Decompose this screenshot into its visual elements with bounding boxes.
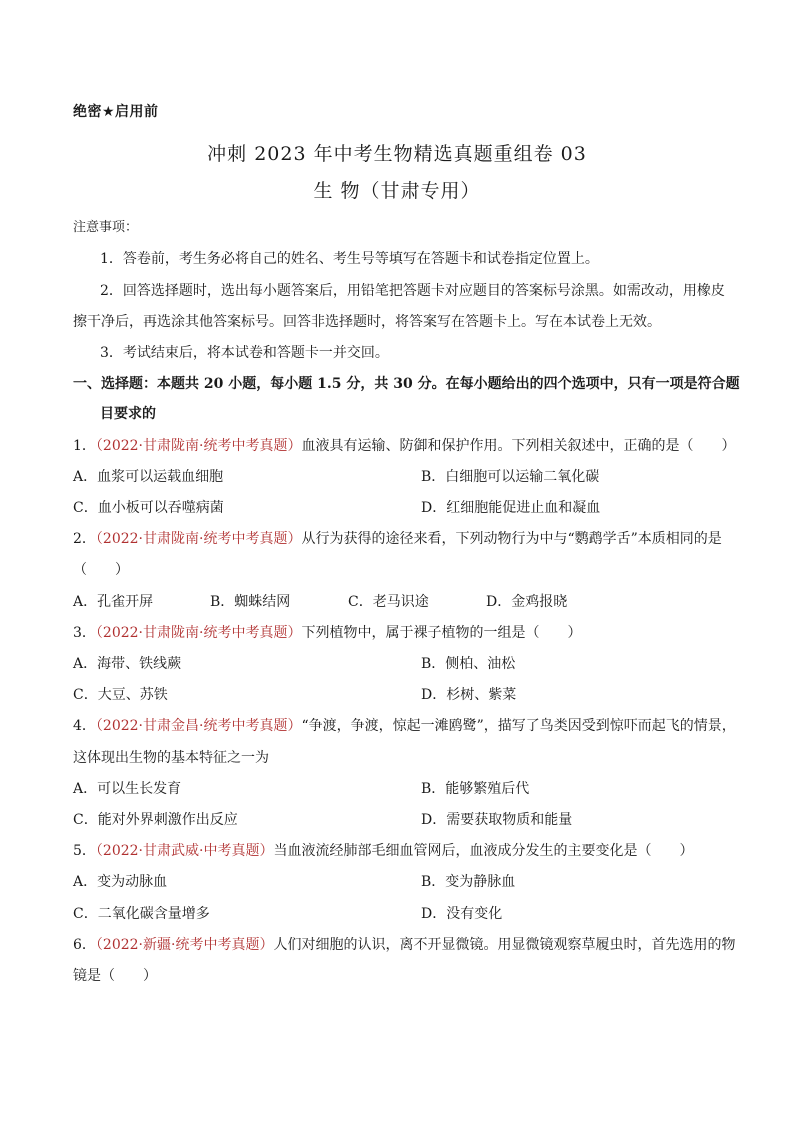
option-c: C．能对外界刺激作出反应 (73, 812, 238, 828)
option-b: B．白细胞可以运输二氧化碳 (421, 469, 600, 485)
option-d: D．红细胞能促进止血和凝血 (421, 500, 601, 516)
question-source: （2022·甘肃陇南·统考中考真题） (95, 531, 302, 547)
question-number: 6． (73, 937, 96, 953)
section-heading: 一、选择题：本题共 20 小题，每小题 1.5 分，共 30 分。在每小题给出的四个选项中，只有一项是符合题 (73, 376, 740, 392)
secret-label: 绝密★启用前 (73, 104, 159, 120)
question-stem: 当血液流经肺部毛细血管网后，血液成分发生的主要变化是（ ） (273, 843, 694, 859)
question-1-options-row-2 (73, 498, 601, 518)
question-number: 1． (73, 438, 96, 454)
notes-item-2-cont: 擦干净后，再选涂其他答案标号。回答非选择题时，将答案写在答题卡上。写在本试卷上无效。 (73, 314, 661, 330)
question-5-options-row-2 (73, 904, 503, 924)
option-d: D．没有变化 (421, 906, 503, 922)
question-stem: 血液具有运输、防御和保护作用。下列相关叙述中，正确的是（ ） (301, 438, 736, 454)
notes-item-2: 2．回答选择题时，选出每小题答案后，用铅笔把答题卡对应题目的答案标号涂黑。如需改动，用橡皮 (100, 283, 725, 299)
question-1 (73, 436, 735, 456)
question-4 (73, 716, 736, 736)
option-b: B．变为静脉血 (421, 874, 516, 890)
question-source: （2022·甘肃武威·中考真题） (95, 843, 274, 859)
question-2-stem-cont: （ ） (73, 562, 129, 578)
question-5 (73, 841, 693, 861)
question-number: 3． (73, 625, 96, 641)
notes-item-3: 3．考试结束后，将本试卷和答题卡一并交回。 (100, 345, 389, 361)
question-6 (73, 935, 735, 955)
option-a: A．血浆可以运载血细胞 (73, 469, 224, 485)
option-a: A．可以生长发育 (73, 781, 182, 797)
notes-heading: 注意事项： (73, 220, 139, 235)
option-c: C．二氧化碳含量增多 (73, 906, 210, 922)
question-5-options-row-1 (73, 872, 516, 892)
question-1-options-row-1 (73, 467, 600, 487)
option-b: B．侧柏、油松 (421, 656, 516, 672)
question-3 (73, 623, 581, 643)
option-a: A．孔雀开屏 (73, 594, 154, 610)
question-2 (73, 529, 722, 549)
question-source: （2022·甘肃陇南·统考中考真题） (95, 438, 302, 454)
option-c: C．老马识途 (348, 594, 429, 610)
option-a: A．变为动脉血 (73, 874, 168, 890)
question-source: （2022·甘肃金昌·统考中考真题） (95, 718, 302, 734)
question-stem: 从行为获得的途径来看，下列动物行为中与“鹦鹉学舌”本质相同的是 (301, 531, 722, 547)
section-heading-cont: 目要求的 (100, 406, 156, 422)
question-stem: “争渡，争渡，惊起一滩鸥鹭”，描写了鸟类因受到惊吓而起飞的情景， (301, 718, 736, 734)
question-4-stem-cont: 这体现出生物的基本特征之一为 (73, 750, 269, 766)
option-d: D．杉树、紫菜 (421, 687, 517, 703)
question-source: （2022·新疆·统考中考真题） (95, 937, 274, 953)
question-stem: 人们对细胞的认识，离不开显微镜。用显微镜观察草履虫时，首先选用的物 (273, 937, 736, 953)
exam-subtitle: 生 物（甘肃专用） (313, 180, 481, 202)
option-a: A．海带、铁线蕨 (73, 656, 182, 672)
question-6-stem-cont: 镜是（ ） (73, 968, 157, 984)
notes-item-1: 1．答卷前，考生务必将自己的姓名、考生号等填写在答题卡和试卷指定位置上。 (100, 251, 599, 267)
question-number: 5． (73, 843, 96, 859)
question-number: 4． (73, 718, 96, 734)
option-d: D．需要获取物质和能量 (421, 812, 573, 828)
option-b: B．能够繁殖后代 (421, 781, 530, 797)
option-c: C．血小板可以吞噬病菌 (73, 500, 224, 516)
option-c: C．大豆、苏铁 (73, 687, 168, 703)
question-3-options-row-1 (73, 654, 516, 674)
question-source: （2022·甘肃陇南·统考中考真题） (95, 625, 302, 641)
question-3-options-row-2 (73, 685, 517, 705)
option-b: B．蜘蛛结网 (210, 594, 291, 610)
question-stem: 下列植物中，属于裸子植物的一组是（ ） (301, 625, 582, 641)
option-d: D．金鸡报晓 (486, 594, 568, 610)
question-number: 2． (73, 531, 96, 547)
exam-title: 冲刺 2023 年中考生物精选真题重组卷 03 (207, 143, 587, 165)
question-4-options-row-1 (73, 779, 530, 799)
question-4-options-row-2 (73, 810, 573, 830)
